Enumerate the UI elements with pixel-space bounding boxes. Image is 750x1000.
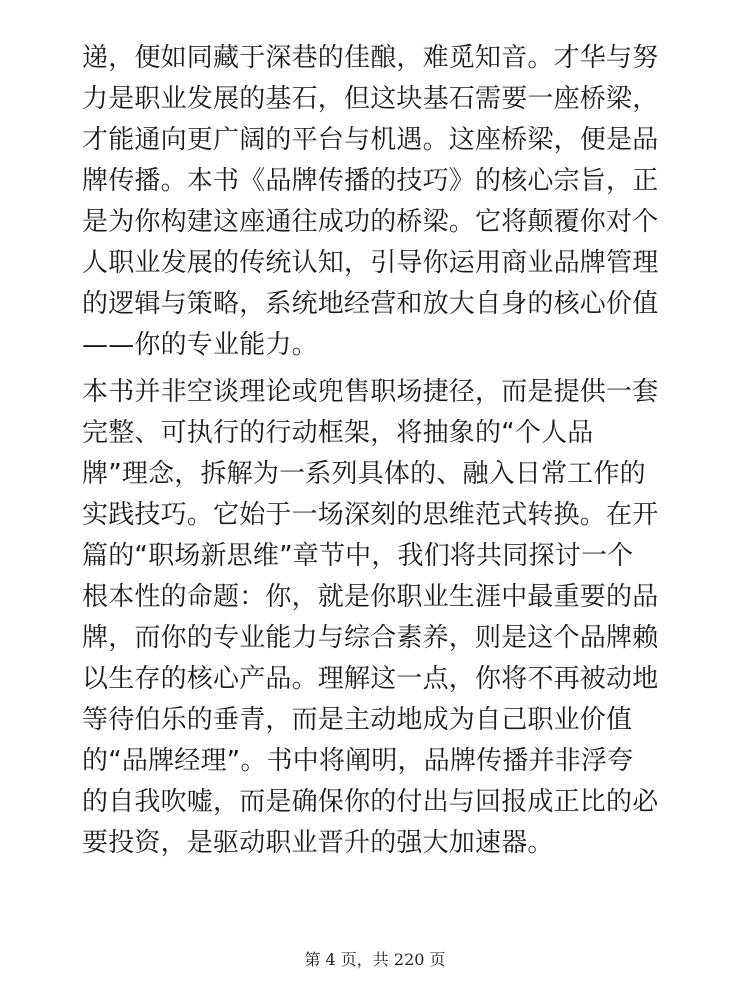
- text-line: 根本性的命题：你，就是你职业生涯中最重要的品: [82, 582, 659, 612]
- text-line: 等待伯乐的垂青，而是主动地成为自己职业价值: [82, 705, 633, 735]
- text-line: 力是职业发展的基石，但这块基石需要一座桥梁，: [82, 84, 659, 114]
- text-line: 要投资，是驱动职业晋升的强大加速器。: [82, 828, 554, 858]
- text-line: 的逻辑与策略，系统地经营和放大自身的核心价值: [82, 289, 659, 319]
- paragraph-1: [82, 38, 682, 366]
- text-line: 才能通向更广阔的平台与机遇。这座桥梁，便是品: [82, 125, 659, 155]
- text-line: 递，便如同藏于深巷的佳酿，难觅知音。才华与努: [82, 43, 659, 73]
- text-line: 篇的“职场新思维”章节中，我们将共同探讨一个: [82, 541, 634, 571]
- text-line: 牌传播。本书《品牌传播的技巧》的核心宗旨，正: [82, 166, 659, 196]
- text-line: 人职业发展的传统认知，引导你运用商业品牌管理: [82, 248, 659, 278]
- text-line: 完整、可执行的行动框架，将抽象的“个人品: [82, 418, 594, 448]
- page-number-footer: 第 4 页，共 220 页: [304, 950, 446, 969]
- text-line: 的“品牌经理”。书中将阐明，品牌传播并非浮夸: [82, 746, 634, 776]
- text-line: 实践技巧。它始于一场深刻的思维范式转换。在开: [82, 500, 659, 530]
- text-line: 是为你构建这座通往成功的桥梁。它将颠覆你对个: [82, 207, 659, 237]
- text-line: 以生存的核心产品。理解这一点，你将不再被动地: [82, 664, 659, 694]
- paragraph-2: [82, 372, 682, 864]
- text-line: 牌”理念，拆解为一系列具体的、融入日常工作的: [82, 459, 646, 489]
- text-line: 牌，而你的专业能力与综合素养，则是这个品牌赖: [82, 623, 659, 653]
- text-line: ——你的专业能力。: [82, 330, 318, 360]
- text-line: 的自我吹嘘，而是确保你的付出与回报成正比的必: [82, 787, 659, 817]
- text-line: 本书并非空谈理论或兜售职场捷径，而是提供一套: [82, 377, 659, 407]
